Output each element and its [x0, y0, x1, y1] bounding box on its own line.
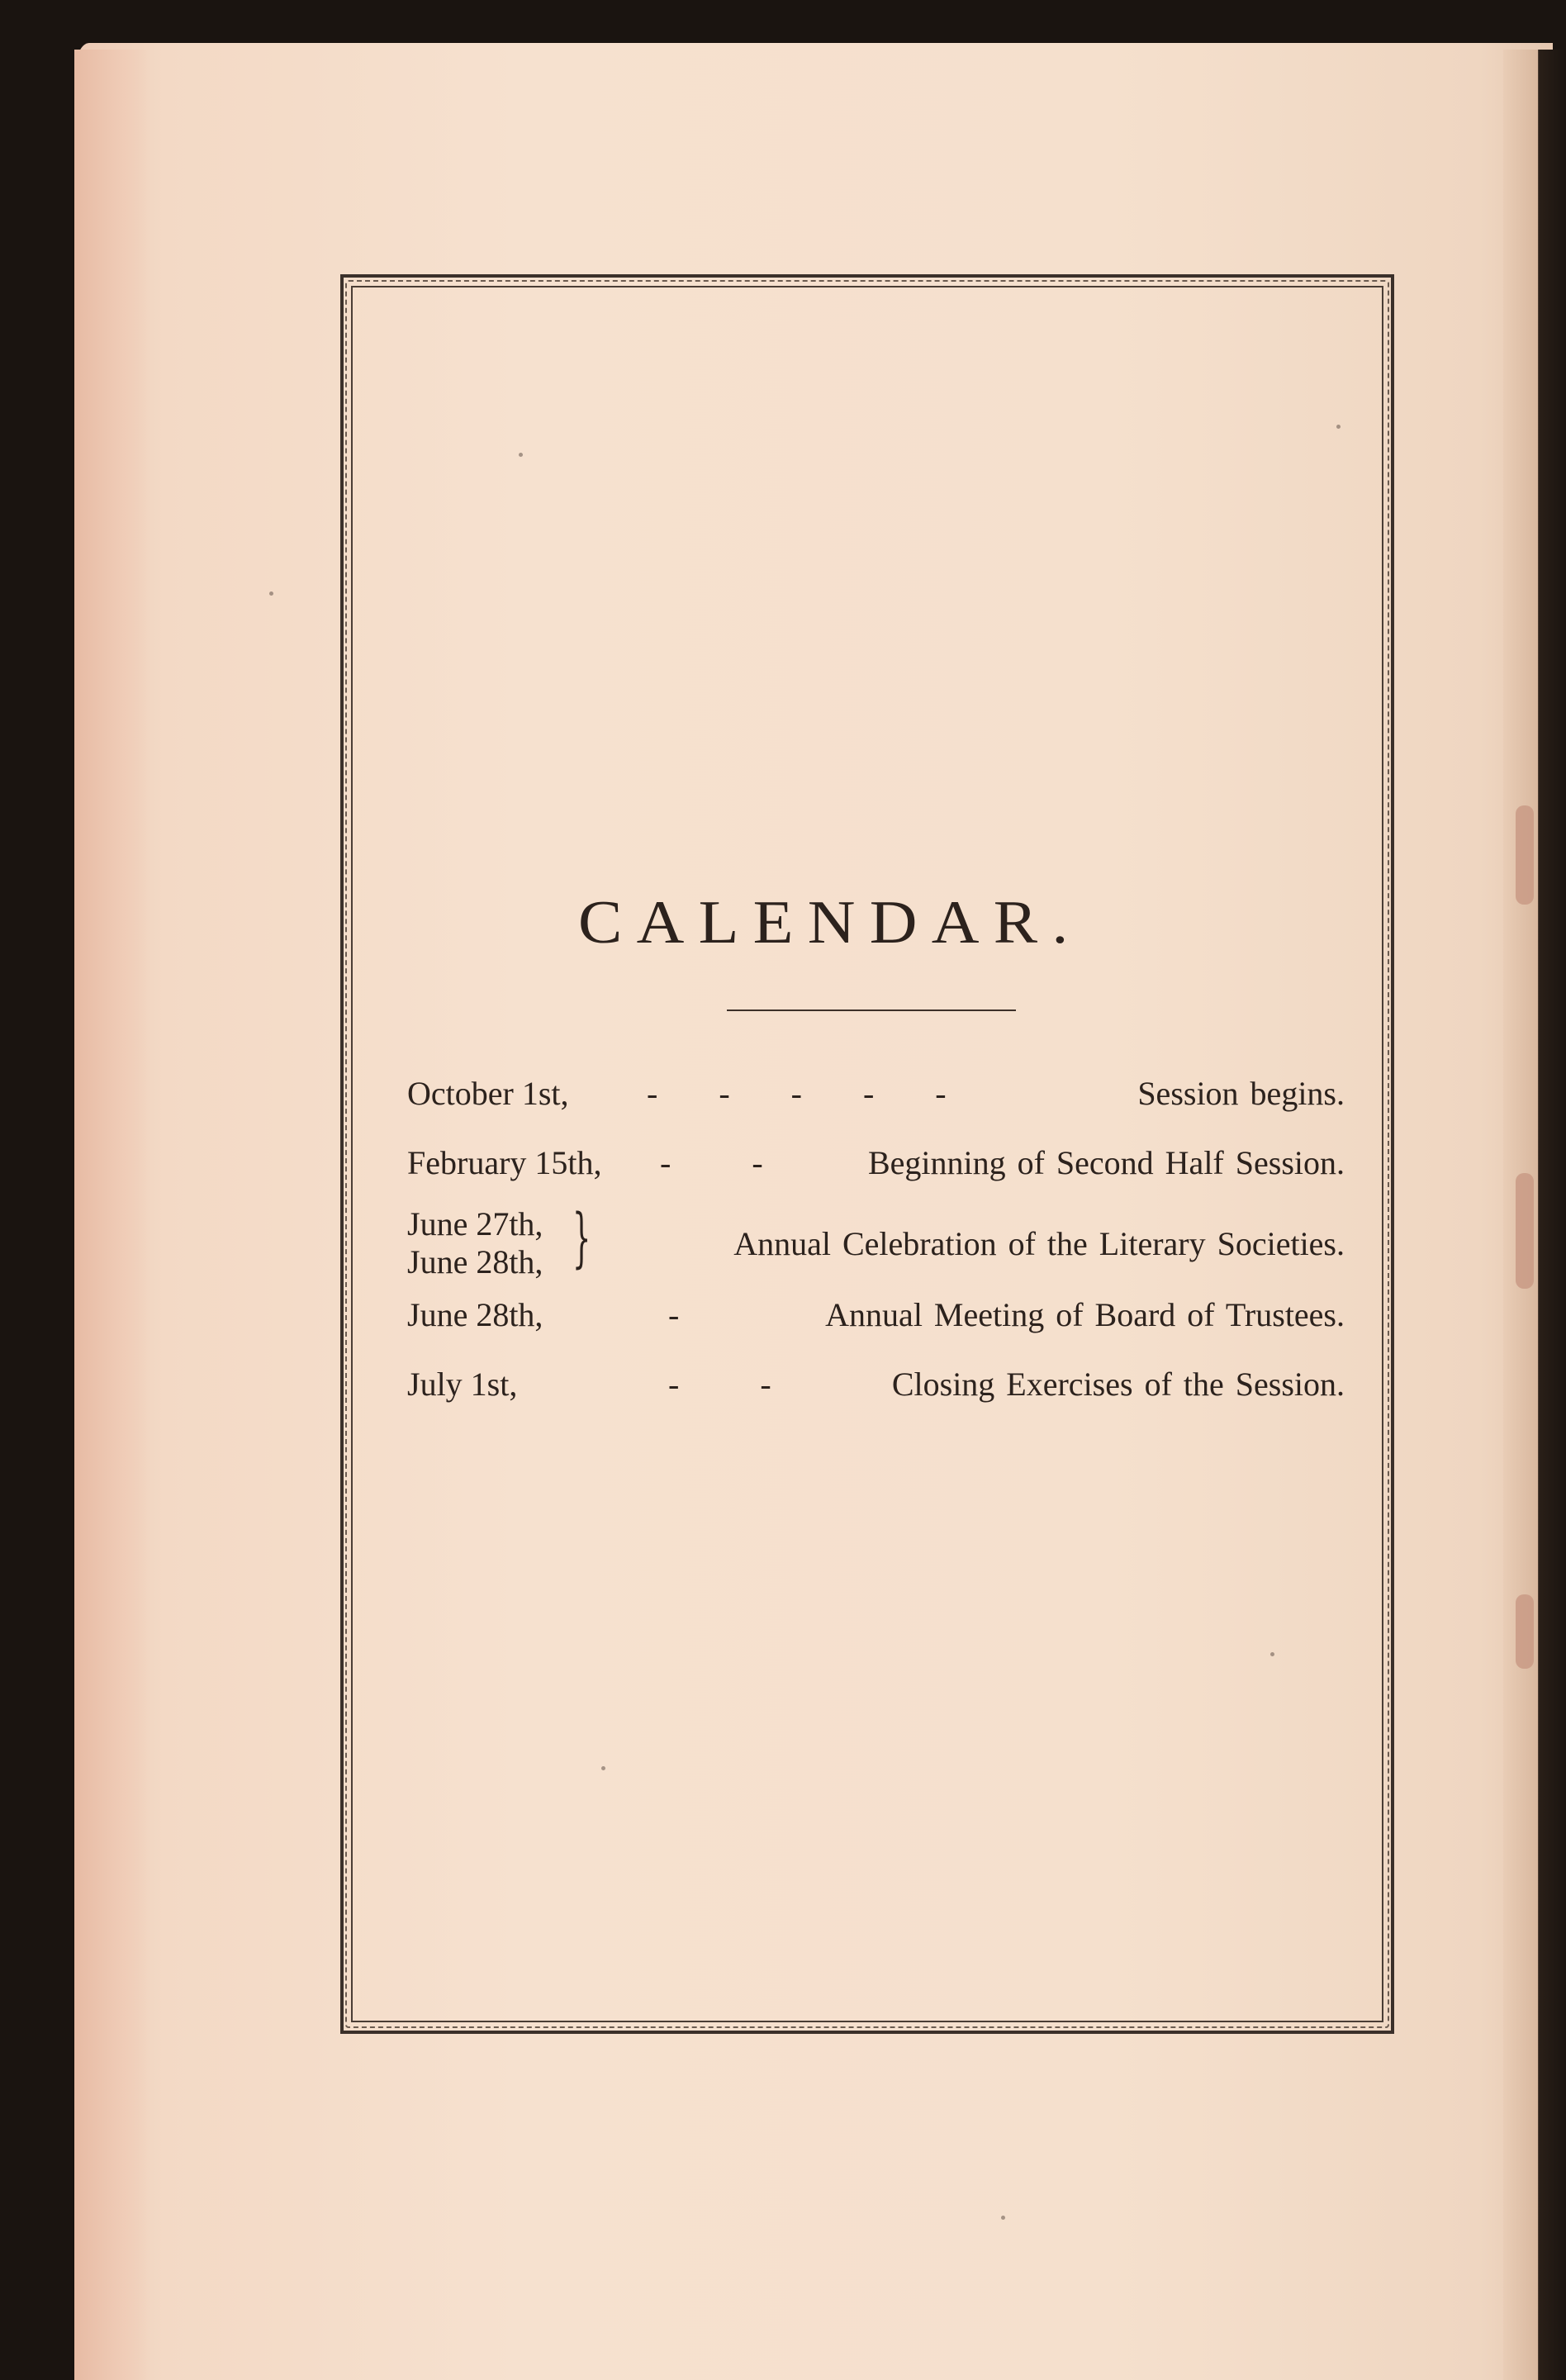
calendar-entry [407, 1074, 1345, 1123]
entry-event: Annual Meeting of Board of Trustees. [825, 1296, 1345, 1333]
calendar-entry [407, 1365, 1345, 1414]
entry-event: Annual Celebration of the Literary Societies. [733, 1225, 1345, 1262]
paper-speck [601, 1766, 605, 1770]
paper-speck [519, 453, 523, 457]
paper-speck [1336, 425, 1341, 429]
binding-thread [1516, 1594, 1534, 1669]
title-rule [727, 1009, 1016, 1011]
entry-leader: - [668, 1296, 681, 1333]
calendar-entry [407, 1295, 1345, 1345]
entry-event: Session begins. [1137, 1075, 1345, 1112]
entry-date-second: June 28th, [407, 1243, 543, 1280]
date-brace: } [572, 1201, 591, 1276]
page-left-edge [74, 50, 149, 2380]
page-right-edge [1503, 50, 1566, 2380]
entry-leader: - - [660, 1144, 765, 1181]
binding-thread [1516, 1173, 1534, 1289]
paper-speck [1001, 2216, 1005, 2220]
calendar-entry [407, 1201, 1345, 1287]
entry-leader: - - [668, 1366, 773, 1403]
entry-event: Closing Exercises of the Session. [891, 1366, 1345, 1403]
calendar-entry [407, 1143, 1345, 1193]
entry-date: February 15th, [407, 1144, 602, 1181]
entry-date: July 1st, [407, 1366, 518, 1403]
entry-date: June 28th, [407, 1296, 543, 1333]
entry-leader: - - - - - [647, 1075, 948, 1112]
entry-date: October 1st, [407, 1075, 569, 1112]
paper-speck [1270, 1652, 1274, 1656]
calendar-title: CALENDAR. [578, 889, 1083, 957]
entry-date: June 27th, [407, 1205, 543, 1242]
entry-event: Beginning of Second Half Session. [867, 1144, 1345, 1181]
paper-speck [269, 591, 273, 596]
binding-thread [1516, 805, 1534, 905]
